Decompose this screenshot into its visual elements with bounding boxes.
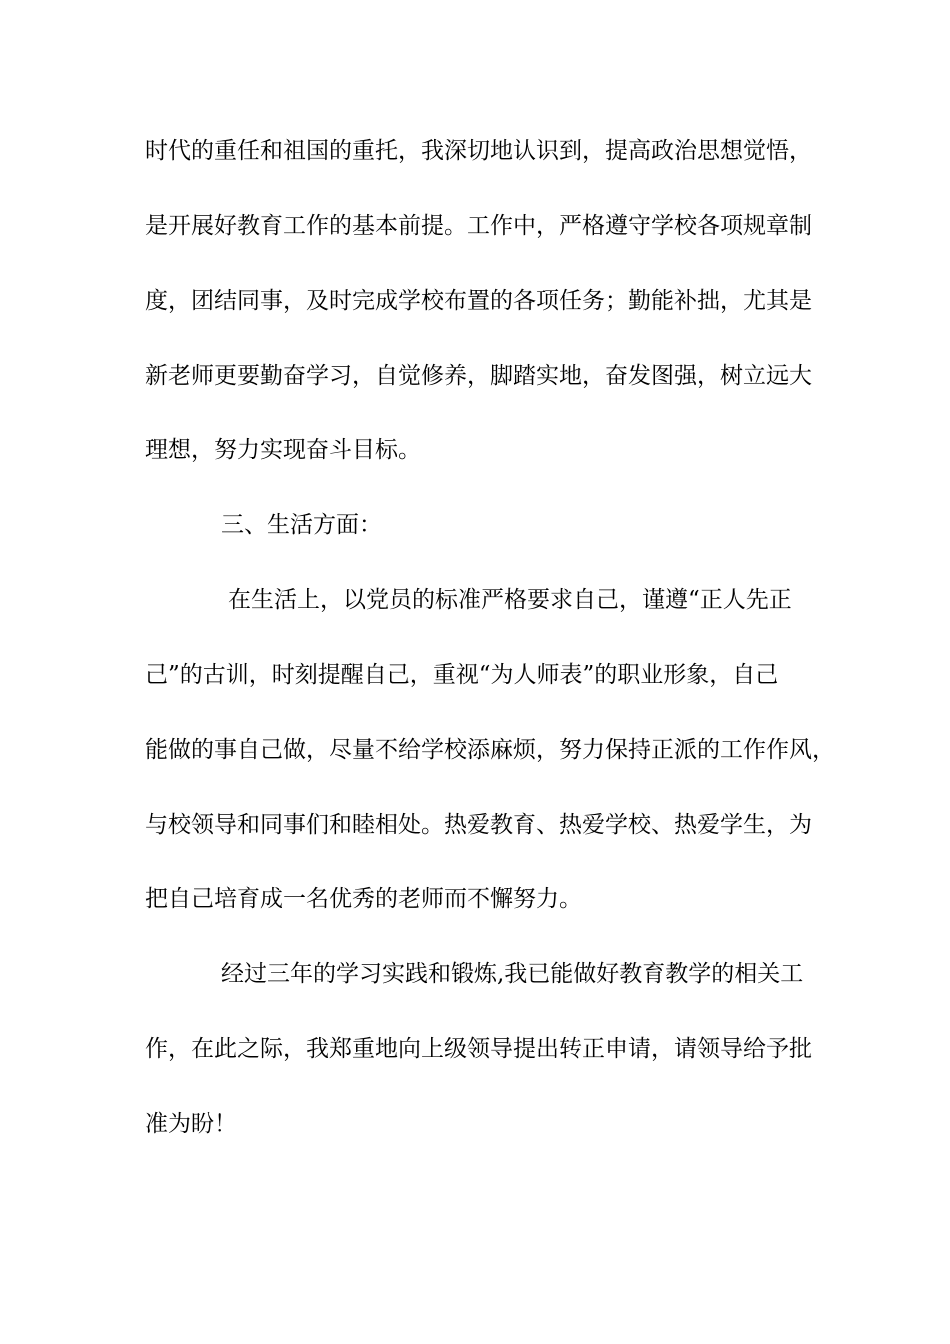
body-text-line: 与校领导和同事们和睦相处。热爱教育、热爱学校、热爱学生，为 (145, 812, 812, 838)
body-text-line: 准为盼！ (145, 1111, 237, 1137)
body-text-line: 新老师更要勤奋学习，自觉修养，脚踏实地，奋发图强，树立远大 (145, 363, 812, 389)
section-heading: 三、生活方面： (221, 512, 382, 538)
body-text-line: 能做的事自己做，尽量不给学校添麻烦，努力保持正派的工作作风， (145, 737, 835, 763)
body-text-line: 理想，努力实现奋斗目标。 (145, 437, 421, 463)
body-text-line: 经过三年的学习实践和锻炼,我已能做好教育教学的相关工 (221, 961, 804, 987)
body-text-line: 在生活上，以党员的标准严格要求自己，谨遵“正人先正 (228, 587, 792, 613)
body-text-line: 是开展好教育工作的基本前提。工作中，严格遵守学校各项规章制 (145, 213, 812, 239)
body-text-line: 作，在此之际，我郑重地向上级领导提出转正申请，请领导给予批 (145, 1036, 812, 1062)
body-text-line: 度，团结同事，及时完成学校布置的各项任务；勤能补拙，尤其是 (145, 288, 812, 314)
body-text-line: 己”的古训，时刻提醒自己，重视“为人师表”的职业形象，自己 (145, 662, 779, 688)
body-text-line: 把自己培育成一名优秀的老师而不懈努力。 (145, 886, 582, 912)
body-text-line: 时代的重任和祖国的重托，我深切地认识到，提高政治思想觉悟， (145, 138, 812, 164)
